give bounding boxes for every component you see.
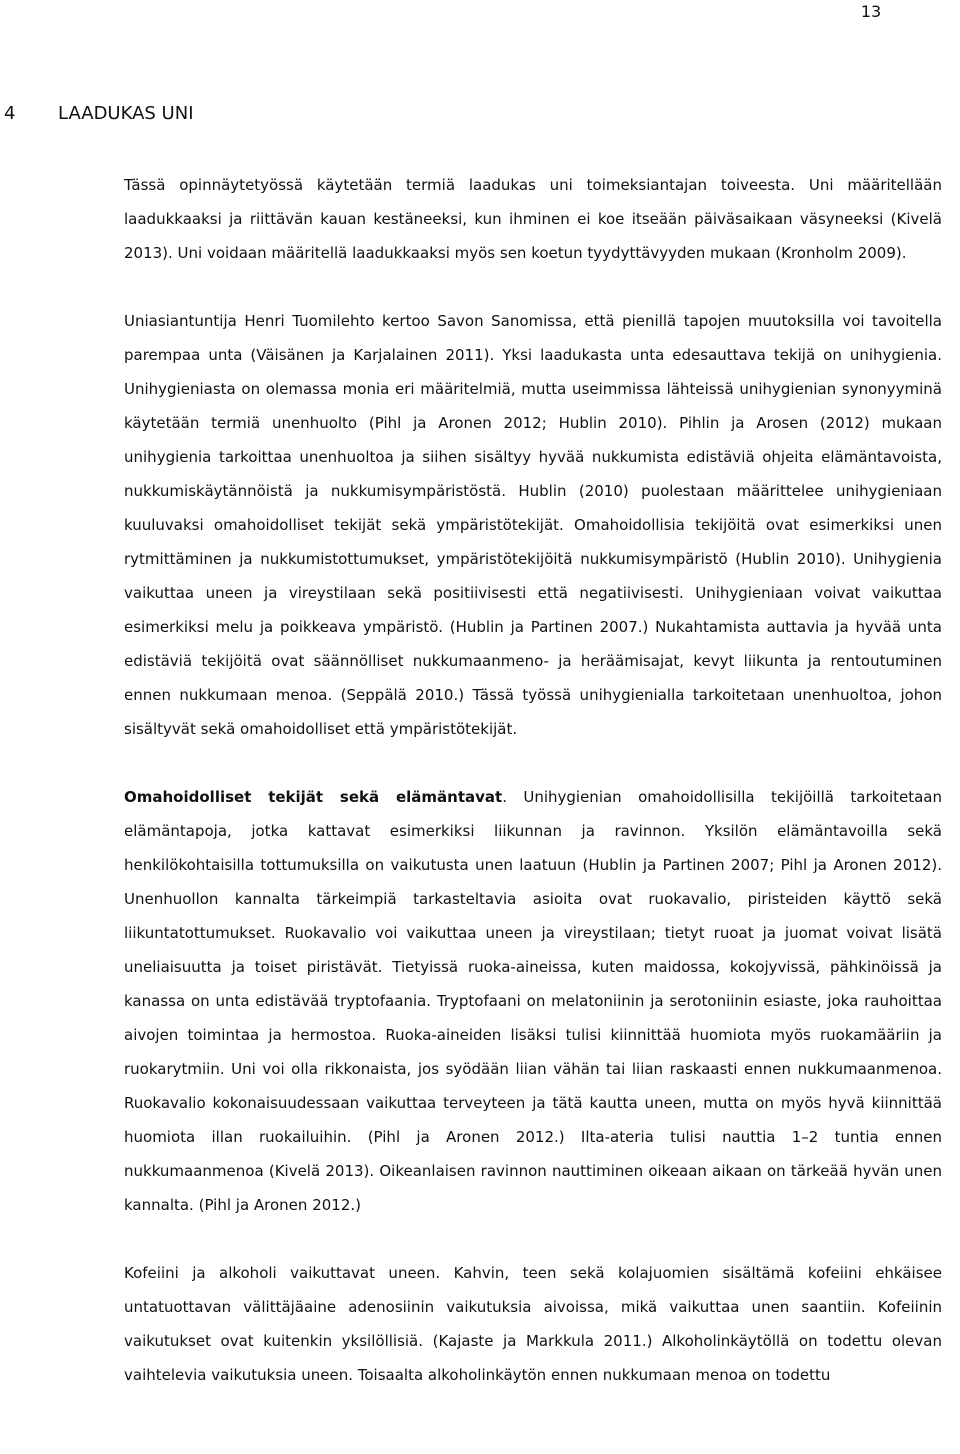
paragraph-caffeine-alcohol: Kofeiini ja alkoholi vaikuttavat uneen. Kahvin, teen sekä kolajuomien sisältämä kofeiini ehkäisee untatuottavan välittäjäaine adenosiinin vaikutuksia aivoissa, mikä vaikuttaa unen saantiin. Kofeiinin vaikutukset ovat kuitenkin yksilöllisiä. (Kajaste ja Markkula 2011.) Alkoholinkäytöllä on todettu olevan vaihtelevia vaikutuksia uneen. Toisaalta alkoholinkäytön ennen nukkumaan menoa on todettu xyxy=(124,1264,942,1384)
body-text xyxy=(124,168,942,1392)
paragraph-quality-sleep-definition: Tässä opinnäytetyössä käytetään termiä laadukas uni toimeksiantajan toiveesta. Uni määritellään laadukkaaksi ja riittävän kauan kestäneeksi, kun ihminen ei koe itseään päiväsaikaan väsyneeksi (Kivelä 2013). Uni voidaan määritellä laadukkaaksi myös sen koetun tyydyttävyyden mukaan (Kronholm 2009). xyxy=(124,176,942,262)
lifestyle-factors-text: . Unihygienian omahoidollisilla tekijöillä tarkoitetaan elämäntapoja, jotka kattavat esimerkiksi liikunnan ja ravinnon. Yksilön elämäntavoilla sekä henkilökohtaisilla tottumuksilla on vaikutusta unen laatuun (Hublin ja Partinen 2007; Pihl ja Aronen 2012). Unenhuollon kannalta tärkeimpiä tarkasteltavia asioita ovat ruokavalio, piristeiden käyttö sekä liikuntatottumukset. Ruokavalio voi vaikuttaa uneen ja vireystilaan; tietyt ruoat ja juomat voivat lisätä uneliaisuutta ja toiset piristävät. Tietyissä ruoka-aineissa, kuten maidossa, kokojyvissä, pähkinöissä ja kanassa on unta edistävää tryptofaania. Tryptofaani on melatoniinin ja serotoniinin esiaste, joka rauhoittaa aivojen toimintaa ja hermostoa. Ruoka-aineiden lisäksi tulisi kiinnittää huomiota myös ruokamääriin ja ruokarytmiin. Uni voi olla rikkonaista, jos syödään liian vähän tai liian raskaasti ennen nukkumaanmenoa. Ruokavalio kokonaisuudessaan vaikuttaa terveyteen ja tätä kautta uneen, mutta on myös hyvä kiinnittää huomiota illan ruokailuihin. (Pihl ja Aronen 2012.) Ilta-ateria tulisi nauttia 1–2 tuntia ennen nukkumaanmenoa (Kivelä 2013). Oikeanlaisen ravinnon nauttiminen oikeaan aikaan on tärkeää hyvän unen kannalta. (Pihl ja Aronen 2012.) xyxy=(124,788,942,1214)
paragraph-lifestyle-factors xyxy=(124,780,942,1222)
paragraph-sleep-hygiene: Uniasiantuntija Henri Tuomilehto kertoo Savon Sanomissa, että pienillä tapojen muutoksilla voi tavoitella parempaa unta (Väisänen ja Karjalainen 2011). Yksi laadukasta unta edesauttava tekijä on unihygienia. Unihygieniasta on olemassa monia eri määritelmiä, mutta useimmissa lähteissä unihygienian synonyyminä käytetään termiä unenhuolto (Pihl ja Aronen 2012; Hublin 2010). Pihlin ja Arosen (2012) mukaan unihygienia tarkoittaa unenhuoltoa ja siihen sisältyy hyvää nukkumista edistäviä ohjeita elämäntavoista, nukkumiskäytännöistä ja nukkumisympäristöstä. Hublin (2010) puolestaan määrittelee unihygieniaan kuuluvaksi omahoidolliset tekijät sekä ympäristötekijät. Omahoidollisia tekijöitä ovat esimerkiksi unen rytmittäminen ja nukkumistottumukset, ympäristötekijöitä nukkumisympäristö (Hublin 2010). Unihygienia vaikuttaa uneen ja vireystilaan sekä positiivisesti että negatiivisesti. Unihygieniaan voivat vaikuttaa esimerkiksi melu ja poikkeava ympäristö. (Hublin ja Partinen 2007.) Nukahtamista auttavia ja hyvää unta edistäviä tekijöitä ovat säännölliset nukkumaanmeno- ja heräämisajat, kevyt liikunta ja rentoutuminen ennen nukkumaan menoa. (Seppälä 2010.) Tässä työssä unihygienialla tarkoitetaan unenhuoltoa, johon sisältyvät sekä omahoidolliset että ympäristötekijät. xyxy=(124,312,942,738)
chapter-title: LAADUKAS UNI xyxy=(58,103,194,124)
chapter-heading xyxy=(0,100,194,128)
lifestyle-factors-lead: Omahoidolliset tekijät sekä elämäntavat xyxy=(124,788,503,806)
chapter-number: 4 xyxy=(4,103,16,124)
page-number: 13 xyxy=(860,2,882,21)
